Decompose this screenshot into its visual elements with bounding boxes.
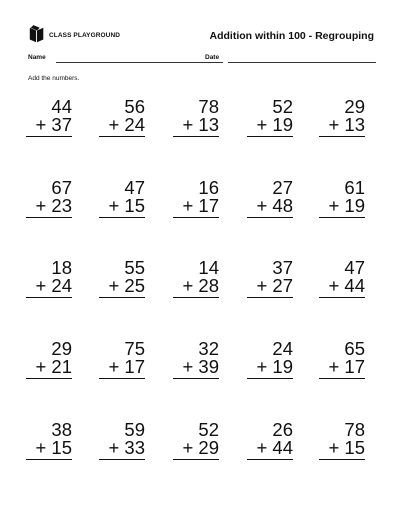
addition-problem <box>26 340 72 379</box>
addend-bottom: + 17 <box>182 195 219 216</box>
answer-line <box>173 459 219 460</box>
addition-problem <box>173 259 219 298</box>
addend-top: 16 <box>198 177 219 198</box>
instructions: Add the numbers. <box>28 75 80 82</box>
addition-problem <box>26 98 72 137</box>
addend-bottom: + 17 <box>328 356 365 377</box>
addend-bottom: + 19 <box>328 195 365 216</box>
addend-top: 24 <box>272 338 293 359</box>
answer-line <box>173 297 219 298</box>
worksheet-title: Addition within 100 - Regrouping <box>209 30 374 42</box>
answer-line <box>247 459 293 460</box>
name-field[interactable] <box>56 62 223 63</box>
addend-bottom: + 28 <box>182 275 219 296</box>
addend-bottom: + 19 <box>256 114 293 135</box>
addend-bottom: + 19 <box>256 356 293 377</box>
answer-line <box>319 459 365 460</box>
addend-bottom: + 15 <box>35 437 72 458</box>
addition-problem <box>319 98 365 137</box>
addition-problem <box>319 179 365 218</box>
answer-line <box>247 378 293 379</box>
addend-bottom: + 29 <box>182 437 219 458</box>
addend-top: 67 <box>51 177 72 198</box>
name-label: Name <box>28 54 46 61</box>
addition-problem <box>247 340 293 379</box>
answer-line <box>247 297 293 298</box>
addend-bottom: + 15 <box>108 195 145 216</box>
addend-bottom: + 27 <box>256 275 293 296</box>
addend-bottom: + 25 <box>108 275 145 296</box>
addition-problem <box>319 259 365 298</box>
answer-line <box>319 297 365 298</box>
date-label: Date <box>205 54 220 61</box>
addend-top: 52 <box>198 419 219 440</box>
class-playground-logo-icon <box>28 25 46 45</box>
addition-problem <box>99 98 145 137</box>
addend-top: 78 <box>198 96 219 117</box>
addend-top: 44 <box>51 96 72 117</box>
addend-bottom: + 48 <box>256 195 293 216</box>
addend-top: 14 <box>198 257 219 278</box>
addend-bottom: + 17 <box>108 356 145 377</box>
addition-problem <box>319 421 365 460</box>
addition-problem <box>26 259 72 298</box>
addend-bottom: + 15 <box>328 437 365 458</box>
brand-name: CLASS PLAYGROUND <box>49 31 121 39</box>
answer-line <box>26 217 72 218</box>
addend-top: 65 <box>344 338 365 359</box>
addend-top: 56 <box>124 96 145 117</box>
answer-line <box>99 297 145 298</box>
addition-problem <box>319 340 365 379</box>
addend-top: 29 <box>344 96 365 117</box>
addend-top: 47 <box>344 257 365 278</box>
addition-problem <box>247 421 293 460</box>
answer-line <box>319 136 365 137</box>
addition-problem <box>99 340 145 379</box>
addend-bottom: + 23 <box>35 195 72 216</box>
addend-bottom: + 24 <box>108 114 145 135</box>
name-date-fields <box>28 54 376 66</box>
addend-bottom: + 44 <box>256 437 293 458</box>
answer-line <box>99 459 145 460</box>
addend-bottom: + 33 <box>108 437 145 458</box>
addend-bottom: + 44 <box>328 275 365 296</box>
answer-line <box>26 136 72 137</box>
addition-problem <box>99 179 145 218</box>
addition-problem <box>247 98 293 137</box>
addend-bottom: + 39 <box>182 356 219 377</box>
addition-problem <box>247 259 293 298</box>
addend-top: 27 <box>272 177 293 198</box>
addend-top: 61 <box>344 177 365 198</box>
addend-top: 18 <box>51 257 72 278</box>
addend-top: 55 <box>124 257 145 278</box>
answer-line <box>99 136 145 137</box>
addend-bottom: + 13 <box>182 114 219 135</box>
addition-problem <box>173 421 219 460</box>
addend-top: 26 <box>272 419 293 440</box>
answer-line <box>173 378 219 379</box>
addition-problem <box>99 259 145 298</box>
answer-line <box>173 217 219 218</box>
addition-problem <box>247 179 293 218</box>
answer-line <box>319 378 365 379</box>
answer-line <box>26 378 72 379</box>
answer-line <box>173 136 219 137</box>
addition-problem <box>26 421 72 460</box>
answer-line <box>247 217 293 218</box>
addition-problem <box>26 179 72 218</box>
answer-line <box>99 378 145 379</box>
addend-top: 78 <box>344 419 365 440</box>
addend-top: 75 <box>124 338 145 359</box>
brand-logo <box>28 25 120 45</box>
answer-line <box>26 459 72 460</box>
addition-problem <box>173 98 219 137</box>
addend-top: 47 <box>124 177 145 198</box>
addend-bottom: + 13 <box>328 114 365 135</box>
addend-top: 52 <box>272 96 293 117</box>
date-field[interactable] <box>228 62 376 63</box>
addend-bottom: + 21 <box>35 356 72 377</box>
addend-top: 29 <box>51 338 72 359</box>
addend-top: 59 <box>124 419 145 440</box>
addition-problem <box>99 421 145 460</box>
addend-bottom: + 37 <box>35 114 72 135</box>
answer-line <box>247 136 293 137</box>
addend-bottom: + 24 <box>35 275 72 296</box>
addition-problem <box>173 340 219 379</box>
addend-top: 37 <box>272 257 293 278</box>
answer-line <box>26 297 72 298</box>
answer-line <box>319 217 365 218</box>
addition-problem <box>173 179 219 218</box>
addend-top: 32 <box>198 338 219 359</box>
answer-line <box>99 217 145 218</box>
addend-top: 38 <box>51 419 72 440</box>
